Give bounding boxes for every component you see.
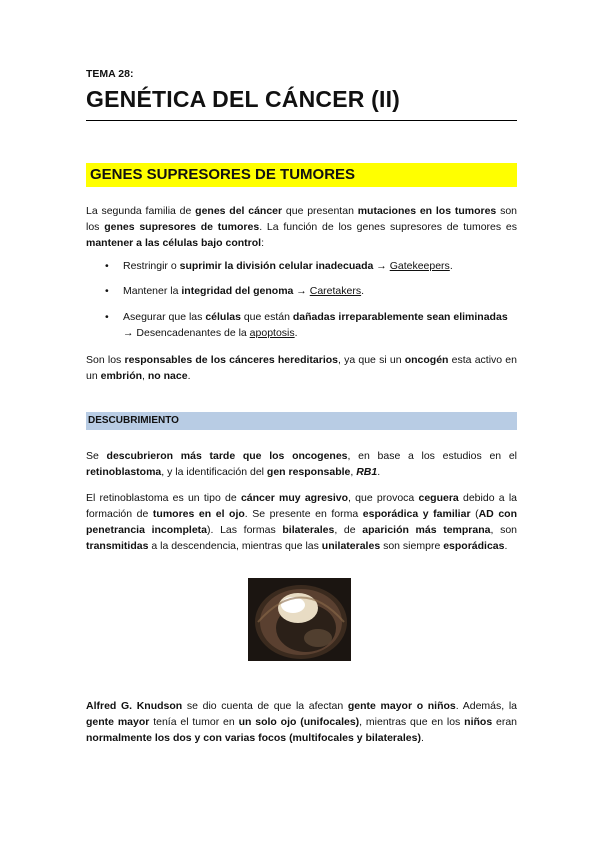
- text-run: ,: [350, 466, 357, 478]
- text-run: son siempre: [380, 540, 444, 552]
- text-run: , en base a los estudios en el: [347, 450, 517, 462]
- section-heading-genes-supresores: GENES SUPRESORES DE TUMORES: [86, 163, 517, 187]
- text-run: .: [449, 260, 453, 272]
- text-run: (: [470, 508, 479, 520]
- bullet-dot: •: [105, 311, 109, 323]
- page-title: GENÉTICA DEL CÁNCER (II): [86, 86, 401, 112]
- text-run: . Además, la: [455, 700, 518, 712]
- text-run: , mientras que en los: [359, 716, 465, 728]
- text-run: , ya que si un: [338, 354, 405, 366]
- text-run: Gatekeepers: [389, 260, 450, 272]
- text-run: genes supresores de tumores: [104, 221, 260, 233]
- section-heading-descubrimiento: DESCUBRIMIENTO: [86, 412, 517, 430]
- bullet-text: [123, 309, 517, 341]
- text-run: Son los: [86, 354, 125, 366]
- text-run: Caretakers: [309, 285, 362, 297]
- text-run: . Se presente en forma: [244, 508, 363, 520]
- text-run: →: [293, 285, 310, 297]
- text-run: dañadas irreparablemente sean eliminadas: [292, 311, 508, 323]
- text-run: Restringir o: [123, 260, 180, 272]
- text-run: normalmente los dos y con varias focos (multifocales y bilaterales): [86, 732, 421, 744]
- closing-paragraph: [86, 352, 517, 384]
- text-run: esporádica y familiar: [362, 508, 471, 520]
- intro-paragraph: [86, 203, 517, 251]
- text-run: responsables de los cánceres hereditarios: [124, 354, 338, 366]
- text-run: mutaciones en los tumores: [357, 205, 497, 217]
- discovery-paragraph: [86, 448, 517, 480]
- text-run: un solo ojo (unifocales): [238, 716, 360, 728]
- title-underline: [86, 120, 517, 121]
- text-run: .: [420, 732, 424, 744]
- text-run: que presentan: [282, 205, 358, 217]
- text-run: esporádicas: [443, 540, 505, 552]
- text-run: , que provoca: [348, 492, 419, 504]
- text-run: genes del cáncer: [195, 205, 283, 217]
- text-run: unilaterales: [321, 540, 381, 552]
- text-run: a la descendencia, mientras que las: [148, 540, 322, 552]
- topic-number: TEMA 28:: [86, 68, 134, 80]
- knudson-paragraph: [86, 698, 517, 746]
- text-run: se dio cuenta de que la afectan: [182, 700, 348, 712]
- text-run: cáncer muy agresivo: [240, 492, 349, 504]
- text-run: .: [504, 540, 508, 552]
- text-run: tenía el tumor en: [149, 716, 239, 728]
- text-run: .: [377, 466, 381, 478]
- text-run: . La función de los genes supresores de tumores es: [259, 221, 518, 233]
- text-run: integridad del genoma: [181, 285, 294, 297]
- text-run: embrión: [100, 370, 143, 382]
- text-run: AD con penetrancia incompleta: [86, 508, 517, 536]
- text-run: .: [294, 327, 298, 339]
- text-run: suprimir la división celular inadecuada: [179, 260, 374, 272]
- text-run: :: [261, 237, 264, 249]
- text-run: son los: [86, 205, 517, 233]
- text-run: El retinoblastoma es un tipo de: [86, 492, 241, 504]
- text-run: , de: [334, 524, 363, 536]
- text-run: ,: [142, 370, 148, 382]
- text-run: →: [373, 260, 390, 272]
- text-run: RB1: [356, 466, 378, 478]
- text-run: niños: [464, 716, 493, 728]
- text-run: esta activo en un: [86, 354, 517, 382]
- text-run: gente mayor o niños: [347, 700, 456, 712]
- text-run: no nace: [147, 370, 188, 382]
- text-run: aparición más temprana: [362, 524, 491, 536]
- retinoblastoma-eye-image: [248, 578, 351, 661]
- text-run: oncogén: [404, 354, 449, 366]
- text-run: Asegurar que las: [123, 311, 206, 323]
- text-run: transmitidas: [86, 540, 149, 552]
- text-run: La segunda familia de: [86, 205, 196, 217]
- text-run: gente mayor: [86, 716, 150, 728]
- text-run: gen responsable: [266, 466, 351, 478]
- text-run: , y la identificación del: [161, 466, 267, 478]
- bullet-text: [123, 258, 517, 274]
- text-run: tumores en el ojo: [152, 508, 245, 520]
- text-run: , son: [490, 524, 517, 536]
- text-run: retinoblastoma: [86, 466, 162, 478]
- text-run: debido a la formación de: [86, 492, 517, 520]
- text-run: Alfred G. Knudson: [86, 700, 183, 712]
- text-run: Mantener la: [123, 285, 182, 297]
- text-run: .: [187, 370, 191, 382]
- retinoblastoma-paragraph: [86, 490, 517, 554]
- bullet-dot: •: [105, 285, 109, 297]
- text-run: bilaterales: [282, 524, 335, 536]
- text-run: ceguera: [418, 492, 459, 504]
- text-run: descubrieron más tarde que los oncogenes: [106, 450, 348, 462]
- bullet-text: [123, 283, 517, 299]
- text-run: que están: [240, 311, 293, 323]
- text-run: eran: [492, 716, 518, 728]
- text-run: → Desencadenantes de la: [123, 327, 250, 339]
- eye-cross-section-illustration: [248, 578, 351, 661]
- text-run: apoptosis: [249, 327, 295, 339]
- text-run: ). Las formas: [207, 524, 283, 536]
- text-run: mantener a las células bajo control: [86, 237, 262, 249]
- text-run: células: [205, 311, 241, 323]
- text-run: .: [361, 285, 365, 297]
- bullet-dot: •: [105, 260, 109, 272]
- text-run: Se: [86, 450, 107, 462]
